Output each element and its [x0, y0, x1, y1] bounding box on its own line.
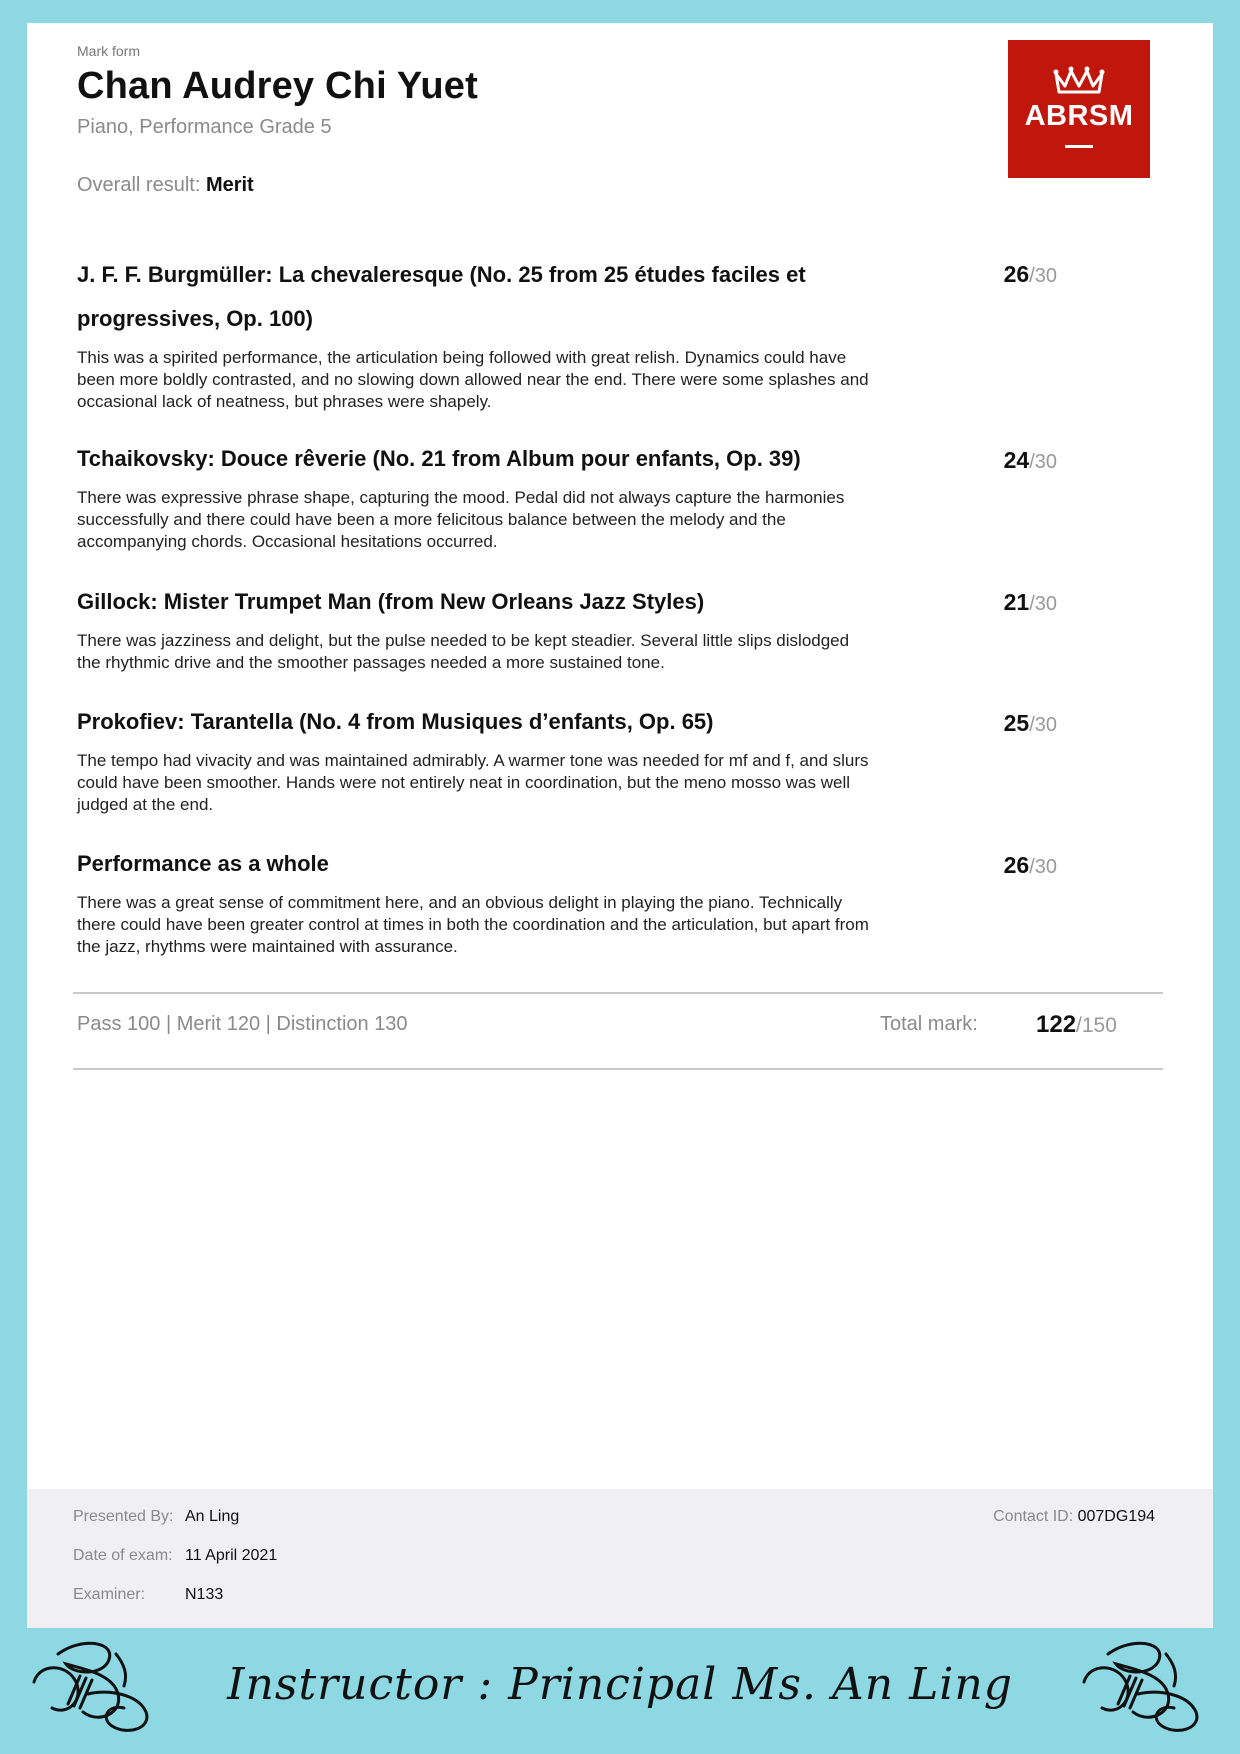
candidate-name: Chan Audrey Chi Yuet — [77, 65, 478, 107]
form-label: Mark form — [77, 43, 140, 59]
piece-out-of: /30 — [1029, 265, 1057, 287]
piece-out-of: /30 — [1029, 593, 1057, 615]
presented-by-label: Presented By: — [73, 1508, 174, 1525]
piece-out-of: /30 — [1029, 714, 1057, 736]
piece-mark: 21 — [1003, 589, 1030, 615]
contact-id-value: 007DG194 — [1077, 1508, 1155, 1525]
piece-out-of: /30 — [1029, 856, 1057, 878]
piece-mark: 26 — [1003, 261, 1030, 287]
piece-comment: There was expressive phrase shape, capturing the mood. Pedal did not always capture the harmonies successfully and there could have been a more felicitous balance between the melody and the accompanying chords. Occasional hesitations occurred. — [77, 488, 845, 551]
piece-comment: There was jazziness and delight, but the pulse needed to be kept steadier. Several little slips dislodged the rhythmic drive and the smoother passages needed a more sustained tone. — [77, 631, 850, 672]
piece-out-of: /30 — [1029, 451, 1057, 473]
piece-mark: 26 — [1003, 852, 1030, 878]
piece-title: Performance as a whole — [77, 851, 329, 876]
piece-mark: 25 — [1003, 710, 1030, 736]
presented-by-value: An Ling — [185, 1508, 240, 1525]
crown-icon — [1053, 66, 1105, 96]
piece-title: Gillock: Mister Trumpet Man (from New Orleans Jazz Styles) — [77, 589, 705, 614]
logo-underline — [1065, 145, 1093, 148]
piece-mark: 24 — [1003, 447, 1030, 473]
divider-top — [73, 992, 1163, 994]
piece-comment: There was a great sense of commitment here, and an obvious delight in playing the piano. Technically there could have been greater control at times in both the coordination and the articulation, but apart from the jazz, rhythms were maintained with assurance. — [77, 893, 869, 956]
subject-grade: Piano, Performance Grade 5 — [77, 116, 332, 138]
examiner-label: Examiner: — [73, 1586, 146, 1603]
total-mark-value: 122 — [1036, 1011, 1077, 1038]
examiner-value: N133 — [185, 1586, 224, 1603]
contact-id-label: Contact ID: — [993, 1508, 1074, 1525]
piece-title: Tchaikovsky: Douce rêverie (No. 21 from Album pour enfants, Op. 39) — [77, 446, 801, 471]
piece-title: J. F. F. Burgmüller: La chevaleresque (No. 25 from 25 études faciles et progressives, Op. 100) — [77, 262, 806, 331]
abrsm-logo — [1008, 40, 1150, 178]
contact-id — [993, 1508, 1155, 1526]
mark-form-sheet — [27, 23, 1213, 1628]
total-mark — [1036, 1011, 1117, 1039]
piece-1-score — [27, 261, 1057, 288]
logo-text: ABRSM — [1024, 100, 1134, 132]
piece-3-score — [27, 589, 1057, 616]
overall-result-value: Merit — [205, 174, 254, 196]
grade-thresholds: Pass 100 | Merit 120 | Distinction 130 — [77, 1013, 408, 1035]
total-mark-label: Total mark: — [880, 1013, 978, 1035]
divider-bottom — [73, 1068, 1163, 1070]
piece-comment: The tempo had vivacity and was maintained admirably. A warmer tone was needed for mf and f, and slurs could have been smoother. Hands were not entirely neat in coordination, but the meno mosso was well judged at the end. — [77, 751, 869, 814]
piece-title: Prokofiev: Tarantella (No. 4 from Musiques d’enfants, Op. 65) — [77, 709, 714, 734]
exam-details-footer — [27, 1489, 1213, 1628]
piece-comment: This was a spirited performance, the articulation being followed with great relish. Dynamics could have been more boldly contrasted, and no slowing down allowed near the end. There were some splashes and occasional lack of neatness, but phrases were shapely. — [77, 348, 869, 411]
total-mark-out-of: /150 — [1076, 1014, 1117, 1037]
overall-result — [77, 174, 254, 197]
overall-result-label: Overall result: — [77, 174, 201, 196]
piece-4-score — [27, 710, 1057, 737]
piece-2-score — [27, 447, 1057, 474]
exam-date-label: Date of exam: — [73, 1547, 173, 1564]
exam-date-value: 11 April 2021 — [185, 1547, 278, 1564]
performance-score — [27, 852, 1057, 879]
instructor-banner: Instructor : Principal Ms. An Ling — [227, 1659, 1013, 1710]
